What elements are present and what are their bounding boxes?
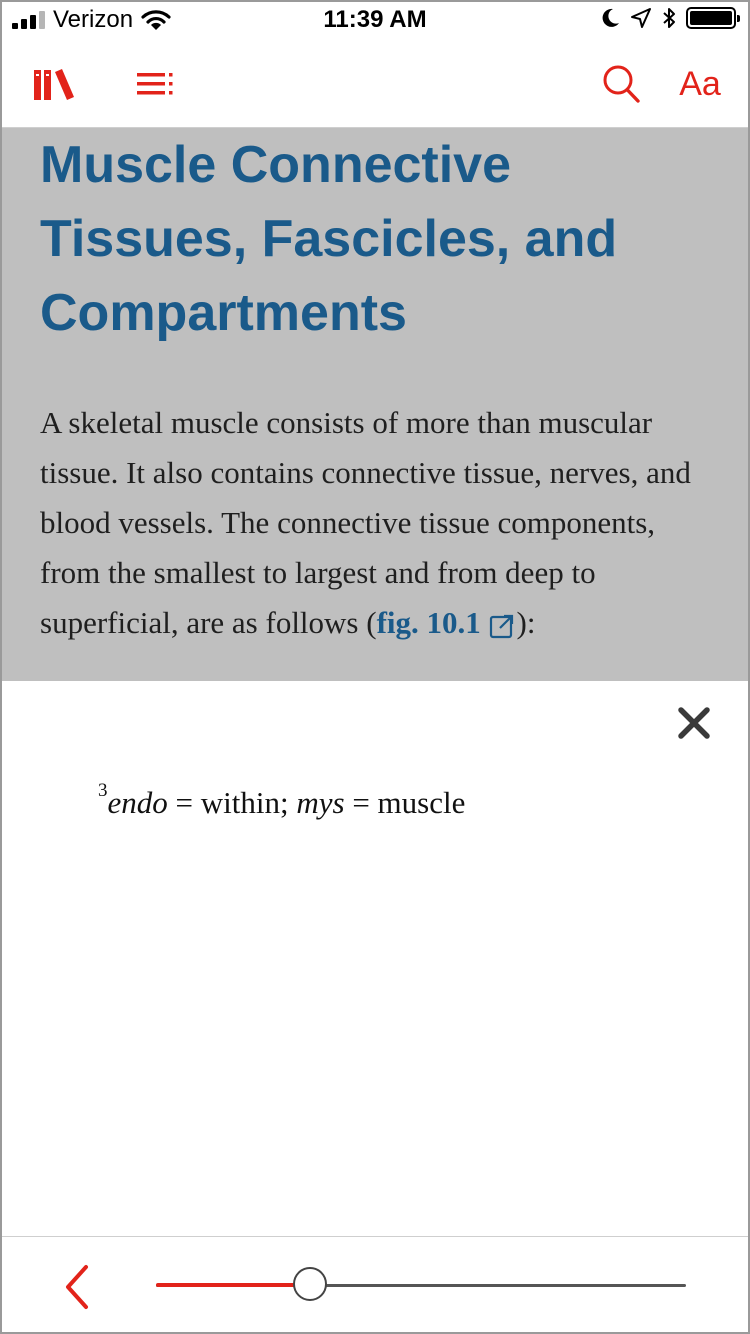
page-progress-slider[interactable]: [156, 1267, 686, 1303]
section-heading: Muscle Connective Tissues, Fascicles, and Compartments: [40, 136, 618, 342]
paragraph-end: ):: [516, 605, 536, 640]
library-button[interactable]: [30, 62, 80, 106]
body-paragraph: [40, 398, 720, 648]
search-button[interactable]: [598, 60, 644, 108]
reader-toolbar: [0, 40, 750, 128]
table-of-contents-button[interactable]: [132, 62, 178, 106]
slider-thumb[interactable]: [293, 1267, 327, 1301]
figure-link-label: fig. 10.1: [376, 605, 481, 640]
paragraph-text: A skeletal muscle consists of more than muscular tissue. It also contains connective tissue, nerves, and blood vessels. The connective tissue components, from the smallest to largest and from deep to superficial, are as follows (: [40, 405, 691, 640]
status-time: 11:39 AM: [323, 6, 427, 33]
status-bar: [0, 0, 750, 40]
footnote-text: [98, 779, 466, 821]
status-icons: [600, 6, 736, 30]
list-icon: [135, 69, 175, 99]
footnote-definition-2: = muscle: [344, 785, 466, 820]
reader-content: [2, 128, 748, 681]
location-arrow-icon: [630, 7, 652, 29]
moon-icon: [600, 7, 620, 29]
footnote-number: 3: [98, 779, 108, 801]
bottom-bar: [0, 1236, 750, 1334]
chevron-left-icon: [58, 1263, 98, 1311]
carrier-name: Verizon: [53, 6, 134, 33]
slider-progress: [156, 1283, 310, 1287]
footnote-term-mys: mys: [296, 785, 345, 820]
font-settings-button[interactable]: Aa: [679, 64, 721, 103]
close-icon: [677, 706, 711, 740]
back-button[interactable]: [58, 1263, 98, 1311]
footnote-term-endo: endo: [107, 785, 168, 820]
search-icon: [601, 63, 641, 105]
battery-icon: [686, 7, 736, 29]
figure-link[interactable]: [377, 605, 517, 640]
external-link-icon: [489, 613, 517, 639]
footnote-definition-1: = within;: [167, 785, 297, 820]
close-button[interactable]: [672, 701, 716, 745]
bluetooth-icon: [662, 6, 676, 30]
books-icon: [32, 66, 78, 102]
footnote-popup: [2, 681, 748, 1237]
